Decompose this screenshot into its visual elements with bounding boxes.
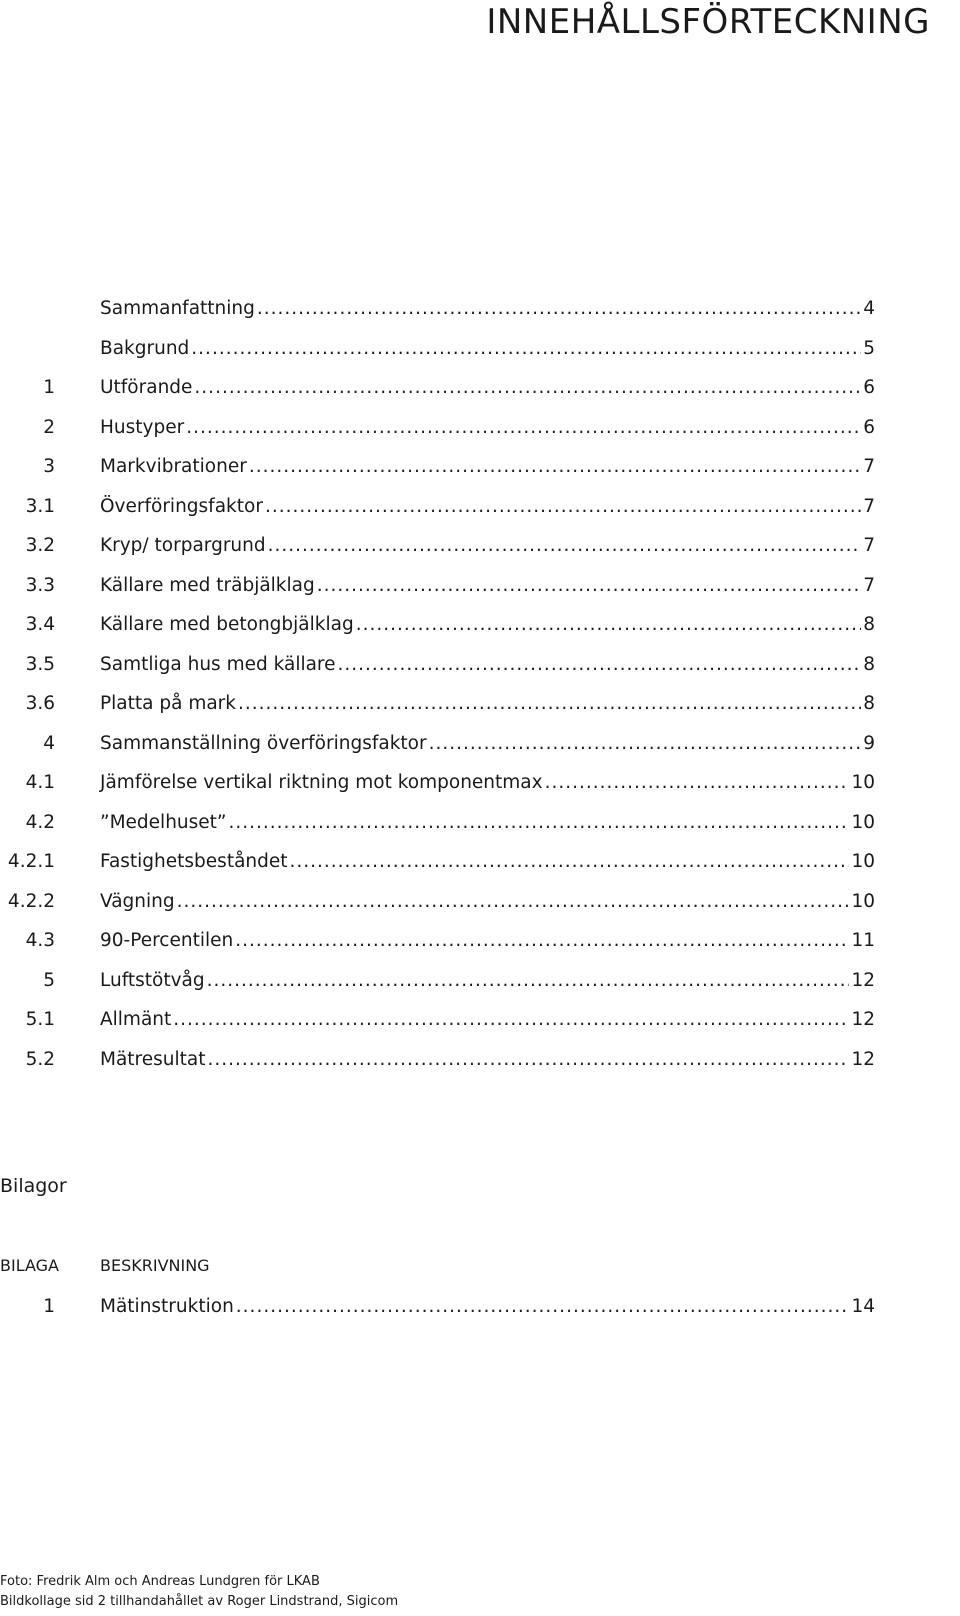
entry-page-number: 8 xyxy=(863,614,875,635)
toc-entry[interactable] xyxy=(0,330,960,370)
dot-leader xyxy=(429,733,862,754)
entry-title-line xyxy=(100,733,875,754)
entry-title-line xyxy=(100,338,875,359)
entry-title: Hustyper xyxy=(100,416,185,438)
entry-page-number: 9 xyxy=(863,732,875,754)
toc-entry[interactable] xyxy=(0,409,960,449)
dot-leader xyxy=(338,654,862,675)
appendix-list xyxy=(0,1288,960,1328)
toc-entry[interactable] xyxy=(0,567,960,607)
entry-title: Överföringsfaktor xyxy=(100,495,263,517)
dot-leader xyxy=(265,496,861,517)
page-title: INNEHÅLLSFÖRTECKNING xyxy=(486,2,930,42)
entry-title-line xyxy=(100,930,875,951)
entry-number: 3.6 xyxy=(25,693,55,714)
entry-title: Luftstötvåg xyxy=(100,969,205,991)
appendix-heading: Bilagor xyxy=(0,1175,67,1197)
toc-entry[interactable] xyxy=(0,843,960,883)
entry-title-line xyxy=(100,851,875,872)
toc-entry[interactable] xyxy=(0,764,960,804)
toc-entry[interactable] xyxy=(0,1001,960,1041)
entry-title-line xyxy=(100,812,875,833)
toc-entry[interactable] xyxy=(0,725,960,765)
entry-number: 3 xyxy=(43,456,55,477)
entry-page-number: 8 xyxy=(863,653,875,675)
entry-number: 3.2 xyxy=(25,535,55,556)
toc-entry[interactable] xyxy=(0,527,960,567)
appendix-entry[interactable] xyxy=(0,1288,960,1328)
entry-page-number: 12 xyxy=(851,1009,875,1030)
toc-entry[interactable] xyxy=(0,606,960,646)
entry-page-number: 7 xyxy=(863,574,875,596)
entry-number: 4 xyxy=(43,732,55,754)
dot-leader xyxy=(249,456,861,477)
toc-entry[interactable] xyxy=(0,804,960,844)
entry-title-line xyxy=(100,1296,875,1317)
entry-title: Sammanfattning xyxy=(100,298,255,319)
footer xyxy=(0,1572,398,1612)
entry-title-line xyxy=(100,535,875,556)
entry-number: 4.2.1 xyxy=(7,851,55,872)
dot-leader xyxy=(235,930,849,951)
entry-page-number: 8 xyxy=(863,693,875,714)
entry-page-number: 10 xyxy=(851,811,875,833)
toc-entry[interactable] xyxy=(0,646,960,686)
entry-title: Mätinstruktion xyxy=(100,1296,234,1317)
entry-title: ”Medelhuset” xyxy=(100,811,227,833)
entry-title: Markvibrationer xyxy=(100,456,247,477)
dot-leader xyxy=(194,377,861,398)
entry-page-number: 6 xyxy=(863,377,875,398)
entry-number: 3.3 xyxy=(25,574,55,596)
dot-leader xyxy=(191,338,861,359)
entry-title-line xyxy=(100,970,875,991)
entry-title: Kryp/ torpargrund xyxy=(100,535,266,556)
entry-number: 3.5 xyxy=(25,653,55,675)
toc-entry[interactable] xyxy=(0,448,960,488)
entry-title-line xyxy=(100,377,875,398)
toc-entry[interactable] xyxy=(0,922,960,962)
entry-page-number: 7 xyxy=(863,456,875,477)
entry-page-number: 4 xyxy=(863,298,875,319)
dot-leader xyxy=(545,772,850,793)
dot-leader xyxy=(290,851,850,872)
entry-page-number: 10 xyxy=(851,772,875,793)
dot-leader xyxy=(236,1296,850,1317)
entry-title-line xyxy=(100,575,875,596)
entry-title: Sammanställning överföringsfaktor xyxy=(100,732,427,754)
entry-page-number: 10 xyxy=(851,851,875,872)
toc-entry[interactable] xyxy=(0,369,960,409)
appendix-col-number-header: BILAGA xyxy=(0,1256,59,1275)
entry-number: 2 xyxy=(43,416,55,438)
entry-title-line xyxy=(100,1049,875,1070)
entry-title: Platta på mark xyxy=(100,693,236,714)
toc-entry[interactable] xyxy=(0,883,960,923)
entry-page-number: 6 xyxy=(863,416,875,438)
dot-leader xyxy=(238,693,861,714)
dot-leader xyxy=(177,891,850,912)
entry-title-line xyxy=(100,654,875,675)
entry-number: 3.4 xyxy=(25,614,55,635)
dot-leader xyxy=(173,1009,849,1030)
toc-entry[interactable] xyxy=(0,685,960,725)
toc-entry[interactable] xyxy=(0,488,960,528)
entry-page-number: 10 xyxy=(851,890,875,912)
collage-credit: Bildkollage sid 2 tillhandahållet av Roger Lindstrand, Sigicom xyxy=(0,1594,399,1609)
entry-title: Jämförelse vertikal riktning mot komponentmax xyxy=(100,772,543,793)
entry-title: 90-Percentilen xyxy=(100,930,234,951)
entry-page-number: 12 xyxy=(851,969,875,991)
dot-leader xyxy=(356,614,862,635)
entry-number: 1 xyxy=(43,1296,55,1317)
entry-title-line xyxy=(100,693,875,714)
entry-number: 5.2 xyxy=(25,1048,55,1070)
dot-leader xyxy=(186,417,861,438)
entry-title-line xyxy=(100,614,875,635)
toc-entry[interactable] xyxy=(0,1041,960,1081)
entry-title: Bakgrund xyxy=(100,337,190,359)
entry-title-line xyxy=(100,456,875,477)
entry-title: Källare med betongbjälklag xyxy=(100,614,354,635)
entry-title: Mätresultat xyxy=(100,1048,206,1070)
entry-page-number: 14 xyxy=(851,1296,875,1317)
entry-title-line xyxy=(100,496,875,517)
appendix-col-description-header: BESKRIVNING xyxy=(100,1256,210,1275)
entry-page-number: 11 xyxy=(851,930,875,951)
toc-entry[interactable] xyxy=(0,962,960,1002)
entry-page-number: 7 xyxy=(863,535,875,556)
entry-title-line xyxy=(100,772,875,793)
entry-title: Samtliga hus med källare xyxy=(100,653,336,675)
entry-number: 4.2.2 xyxy=(7,890,55,912)
dot-leader xyxy=(257,298,861,319)
entry-number: 5.1 xyxy=(25,1009,55,1030)
entry-number: 4.3 xyxy=(25,930,55,951)
dot-leader xyxy=(207,1049,849,1070)
entry-title: Vägning xyxy=(100,890,175,912)
entry-number: 4.1 xyxy=(25,772,55,793)
entry-page-number: 12 xyxy=(851,1048,875,1070)
photo-credit: Foto: Fredrik Alm och Andreas Lundgren för LKAB xyxy=(0,1574,320,1589)
entry-number: 4.2 xyxy=(25,811,55,833)
entry-title-line xyxy=(100,891,875,912)
entry-title: Allmänt xyxy=(100,1009,172,1030)
dot-leader xyxy=(317,575,861,596)
entry-title-line xyxy=(100,417,875,438)
entry-title: Fastighetsbeståndet xyxy=(100,851,288,872)
table-of-contents xyxy=(0,290,960,1080)
entry-title: Källare med träbjälklag xyxy=(100,574,315,596)
entry-page-number: 7 xyxy=(863,495,875,517)
entry-number: 1 xyxy=(43,377,55,398)
dot-leader xyxy=(268,535,862,556)
toc-entry[interactable] xyxy=(0,290,960,330)
entry-title-line xyxy=(100,298,875,319)
entry-number: 3.1 xyxy=(25,495,55,517)
dot-leader xyxy=(229,812,850,833)
entry-number: 5 xyxy=(43,969,55,991)
entry-title-line xyxy=(100,1009,875,1030)
dot-leader xyxy=(207,970,850,991)
entry-title: Utförande xyxy=(100,377,193,398)
entry-page-number: 5 xyxy=(863,337,875,359)
